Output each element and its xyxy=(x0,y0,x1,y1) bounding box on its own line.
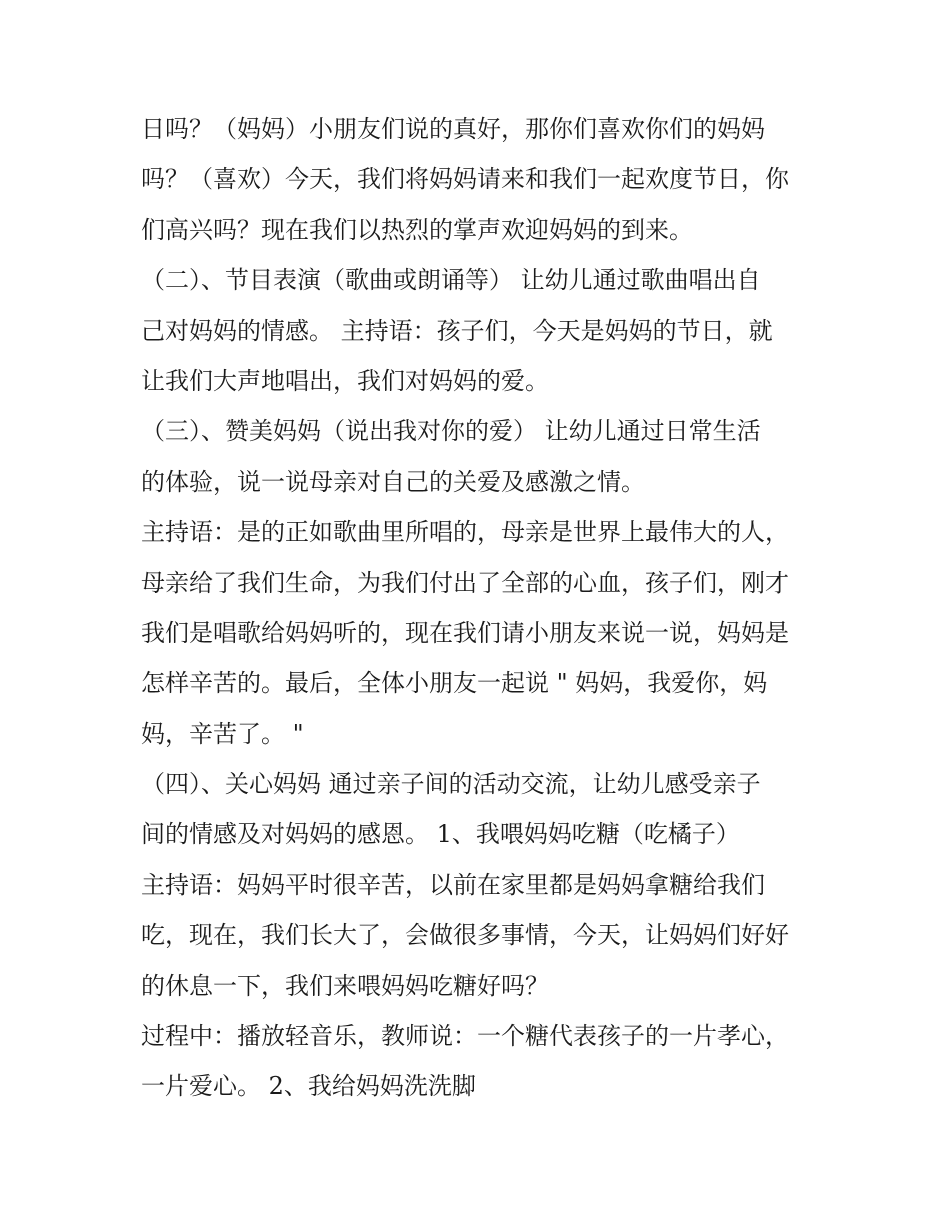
text-line: 妈，辛苦了。 " xyxy=(141,719,304,748)
text-line: 我们是唱歌给妈妈听的，现在我们请小朋友来说一说，妈妈是 xyxy=(141,618,789,647)
text-line: 一片爱心。 2、我给妈妈洗洗脚 xyxy=(141,1072,476,1101)
text-line: 让我们大声地唱出，我们对妈妈的爱。 xyxy=(141,366,549,395)
text-line: 日吗？（妈妈）小朋友们说的真好，那你们喜欢你们的妈妈 xyxy=(141,115,765,143)
paragraph-section-2-performance xyxy=(141,255,821,406)
text-line: 的休息一下，我们来喂妈妈吃糖好吗？ xyxy=(141,971,549,1000)
paragraph xyxy=(141,104,821,255)
text-line: 吗？（喜欢）今天，我们将妈妈请来和我们一起欢度节日，你 xyxy=(141,165,789,194)
text-line: （三）、赞美妈妈（说出我对你的爱） 让幼儿通过日常生活 xyxy=(141,417,761,446)
paragraph-section-4-care xyxy=(141,759,821,860)
text-line: 怎样辛苦的。最后，全体小朋友一起说 " 妈妈，我爱你，妈 xyxy=(141,669,768,698)
paragraph-process xyxy=(141,1011,821,1112)
text-line: 们高兴吗？现在我们以热烈的掌声欢迎妈妈的到来。 xyxy=(141,215,693,244)
text-line: 过程中：播放轻音乐，教师说：一个糖代表孩子的一片孝心， xyxy=(141,1022,789,1051)
paragraph-host-speech xyxy=(141,507,821,759)
paragraph-host-speech-candy xyxy=(141,860,821,1011)
text-line: 主持语：是的正如歌曲里所唱的，母亲是世界上最伟大的人， xyxy=(141,518,789,547)
text-line: 己对妈妈的情感。 主持语：孩子们，今天是妈妈的节日，就 xyxy=(141,316,773,345)
paragraph-section-3-praise xyxy=(141,406,821,507)
text-line: 间的情感及对妈妈的感恩。 1、我喂妈妈吃糖（吃橘子） xyxy=(141,820,740,849)
text-line: （二）、节目表演（歌曲或朗诵等） 让幼儿通过歌曲唱出自 xyxy=(141,266,761,295)
text-line: 母亲给了我们生命，为我们付出了全部的心血，孩子们，刚才 xyxy=(141,568,789,597)
text-line: 主持语：妈妈平时很辛苦，以前在家里都是妈妈拿糖给我们 xyxy=(141,870,765,899)
text-line: （四）、关心妈妈 通过亲子间的活动交流，让幼儿感受亲子 xyxy=(141,770,761,799)
text-line: 的体验，说一说母亲对自己的关爱及感激之情。 xyxy=(141,467,645,496)
text-line: 吃，现在，我们长大了，会做很多事情，今天，让妈妈们好好 xyxy=(141,921,789,950)
document-body xyxy=(141,104,821,1112)
